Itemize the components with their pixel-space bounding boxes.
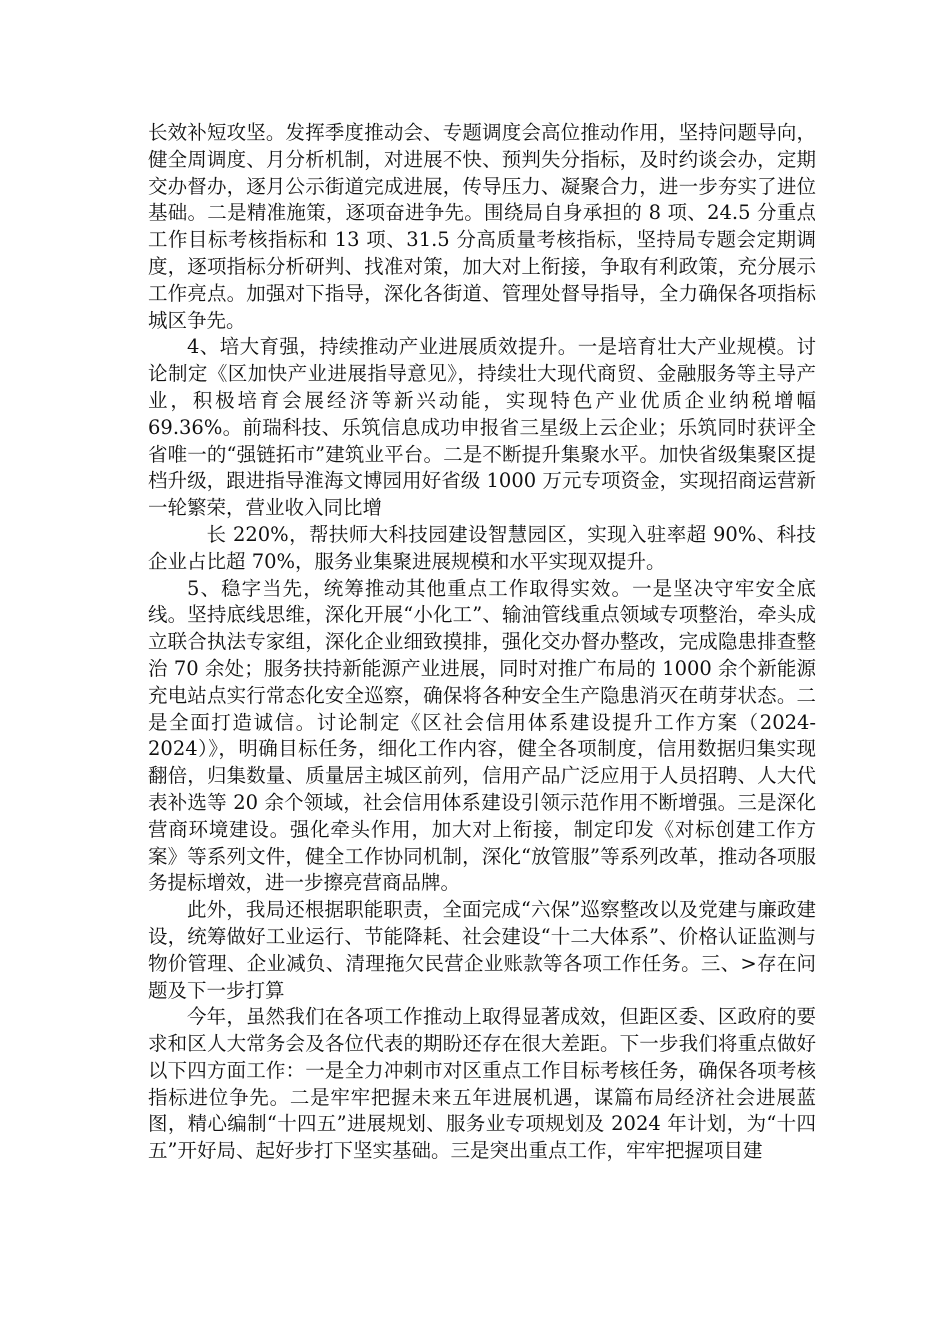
document-body: [148, 120, 816, 1165]
paragraph-5: 此外，我局还根据职能职责，全面完成“六保”巡察整改以及党建与廉政建设，统筹做好工业运行、节能降耗、社会建设“十二大体系”、价格认证监测与物价管理、企业减负、清理拖欠民营企业账款等各项工作任务。三、>存在问题及下一步打算: [148, 898, 816, 1002]
paragraph-2: 4、培大育强，持续推动产业进展质效提升。一是培育壮大产业规模。讨论制定《区加快产业进展指导意见》，持续壮大现代商贸、金融服务等主导产业，积极培育会展经济等新兴动能，实现特色产业优质企业纳税增幅 69.36%。前瑞科技、乐筑信息成功申报省三星级上云企业；乐筑同时获评全省唯一的“强链拓市”建筑业平台。二是不断提升集聚水平。加快省级集聚区提档升级，跟进指导淮海文博园用好省级 1000 万元专项资金，实现招商运营新一轮繁荣，营业收入同比增: [148, 335, 816, 520]
paragraph-1: 长效补短攻坚。发挥季度推动会、专题调度会高位推动作用，坚持问题导向，健全周调度、月分析机制，对进展不快、预判失分指标，及时约谈会办，定期交办督办，逐月公示街道完成进展，传导压力、凝聚合力，进一步夯实了进位基础。二是精准施策，逐项奋进争先。围绕局自身承担的 8 项、24.5 分重点工作目标考核指标和 13 项、31.5 分高质量考核指标，坚持局专题会定期调度，逐项指标分析研判、找准对策，加大对上衔接，争取有利政策，充分展示工作亮点。加强对下指导，深化各街道、管理处督导指导，全力确保各项指标城区争先。: [148, 121, 816, 332]
paragraph-3: 长 220%，帮扶师大科技园建设智慧园区，实现入驻率超 90%、科技企业占比超 70%，服务业集聚进展规模和水平实现双提升。: [148, 522, 816, 573]
paragraph-6: 今年，虽然我们在各项工作推动上取得显著成效，但距区委、区政府的要求和区人大常务会及各位代表的期盼还存在很大差距。下一步我们将重点做好以下四方面工作：一是全力冲刺市对区重点工作目标考核任务，确保各项考核指标进位争先。二是牢牢把握未来五年进展机遇，谋篇布局经济社会进展蓝图，精心编制“十四五”进展规划、服务业专项规划及 2024 年计划，为“十四五”开好局、起好步打下坚实基础。三是突出重点工作，牢牢把握项目建: [148, 1005, 816, 1163]
paragraph-4: 5、稳字当先，统筹推动其他重点工作取得实效。一是坚决守牢安全底线。坚持底线思维，深化开展“小化工”、输油管线重点领域专项整治，牵头成立联合执法专家组，深化企业细致摸排，强化交办督办整改，完成隐患排查整治 70 余处；服务扶持新能源产业进展，同时对推广布局的 1000 余个新能源充电站点实行常态化安全巡察，确保将各种安全生产隐患消灭在萌芽状态。二是全面打造诚信。讨论制定《区社会信用体系建设提升工作方案（2024-2024）》，明确目标任务，细化工作内容，健全各项制度，信用数据归集实现翻倍，归集数量、质量居主城区前列，信用产品广泛应用于人员招聘、人大代表补选等 20 余个领域，社会信用体系建设引领示范作用不断增强。三是深化营商环境建设。强化牵头作用，加大对上衔接，制定印发《对标创建工作方案》等系列文件，健全工作协同机制，深化“放管服”等系列改革，推动各项服务提标增效，进一步擦亮营商品牌。: [148, 576, 816, 895]
